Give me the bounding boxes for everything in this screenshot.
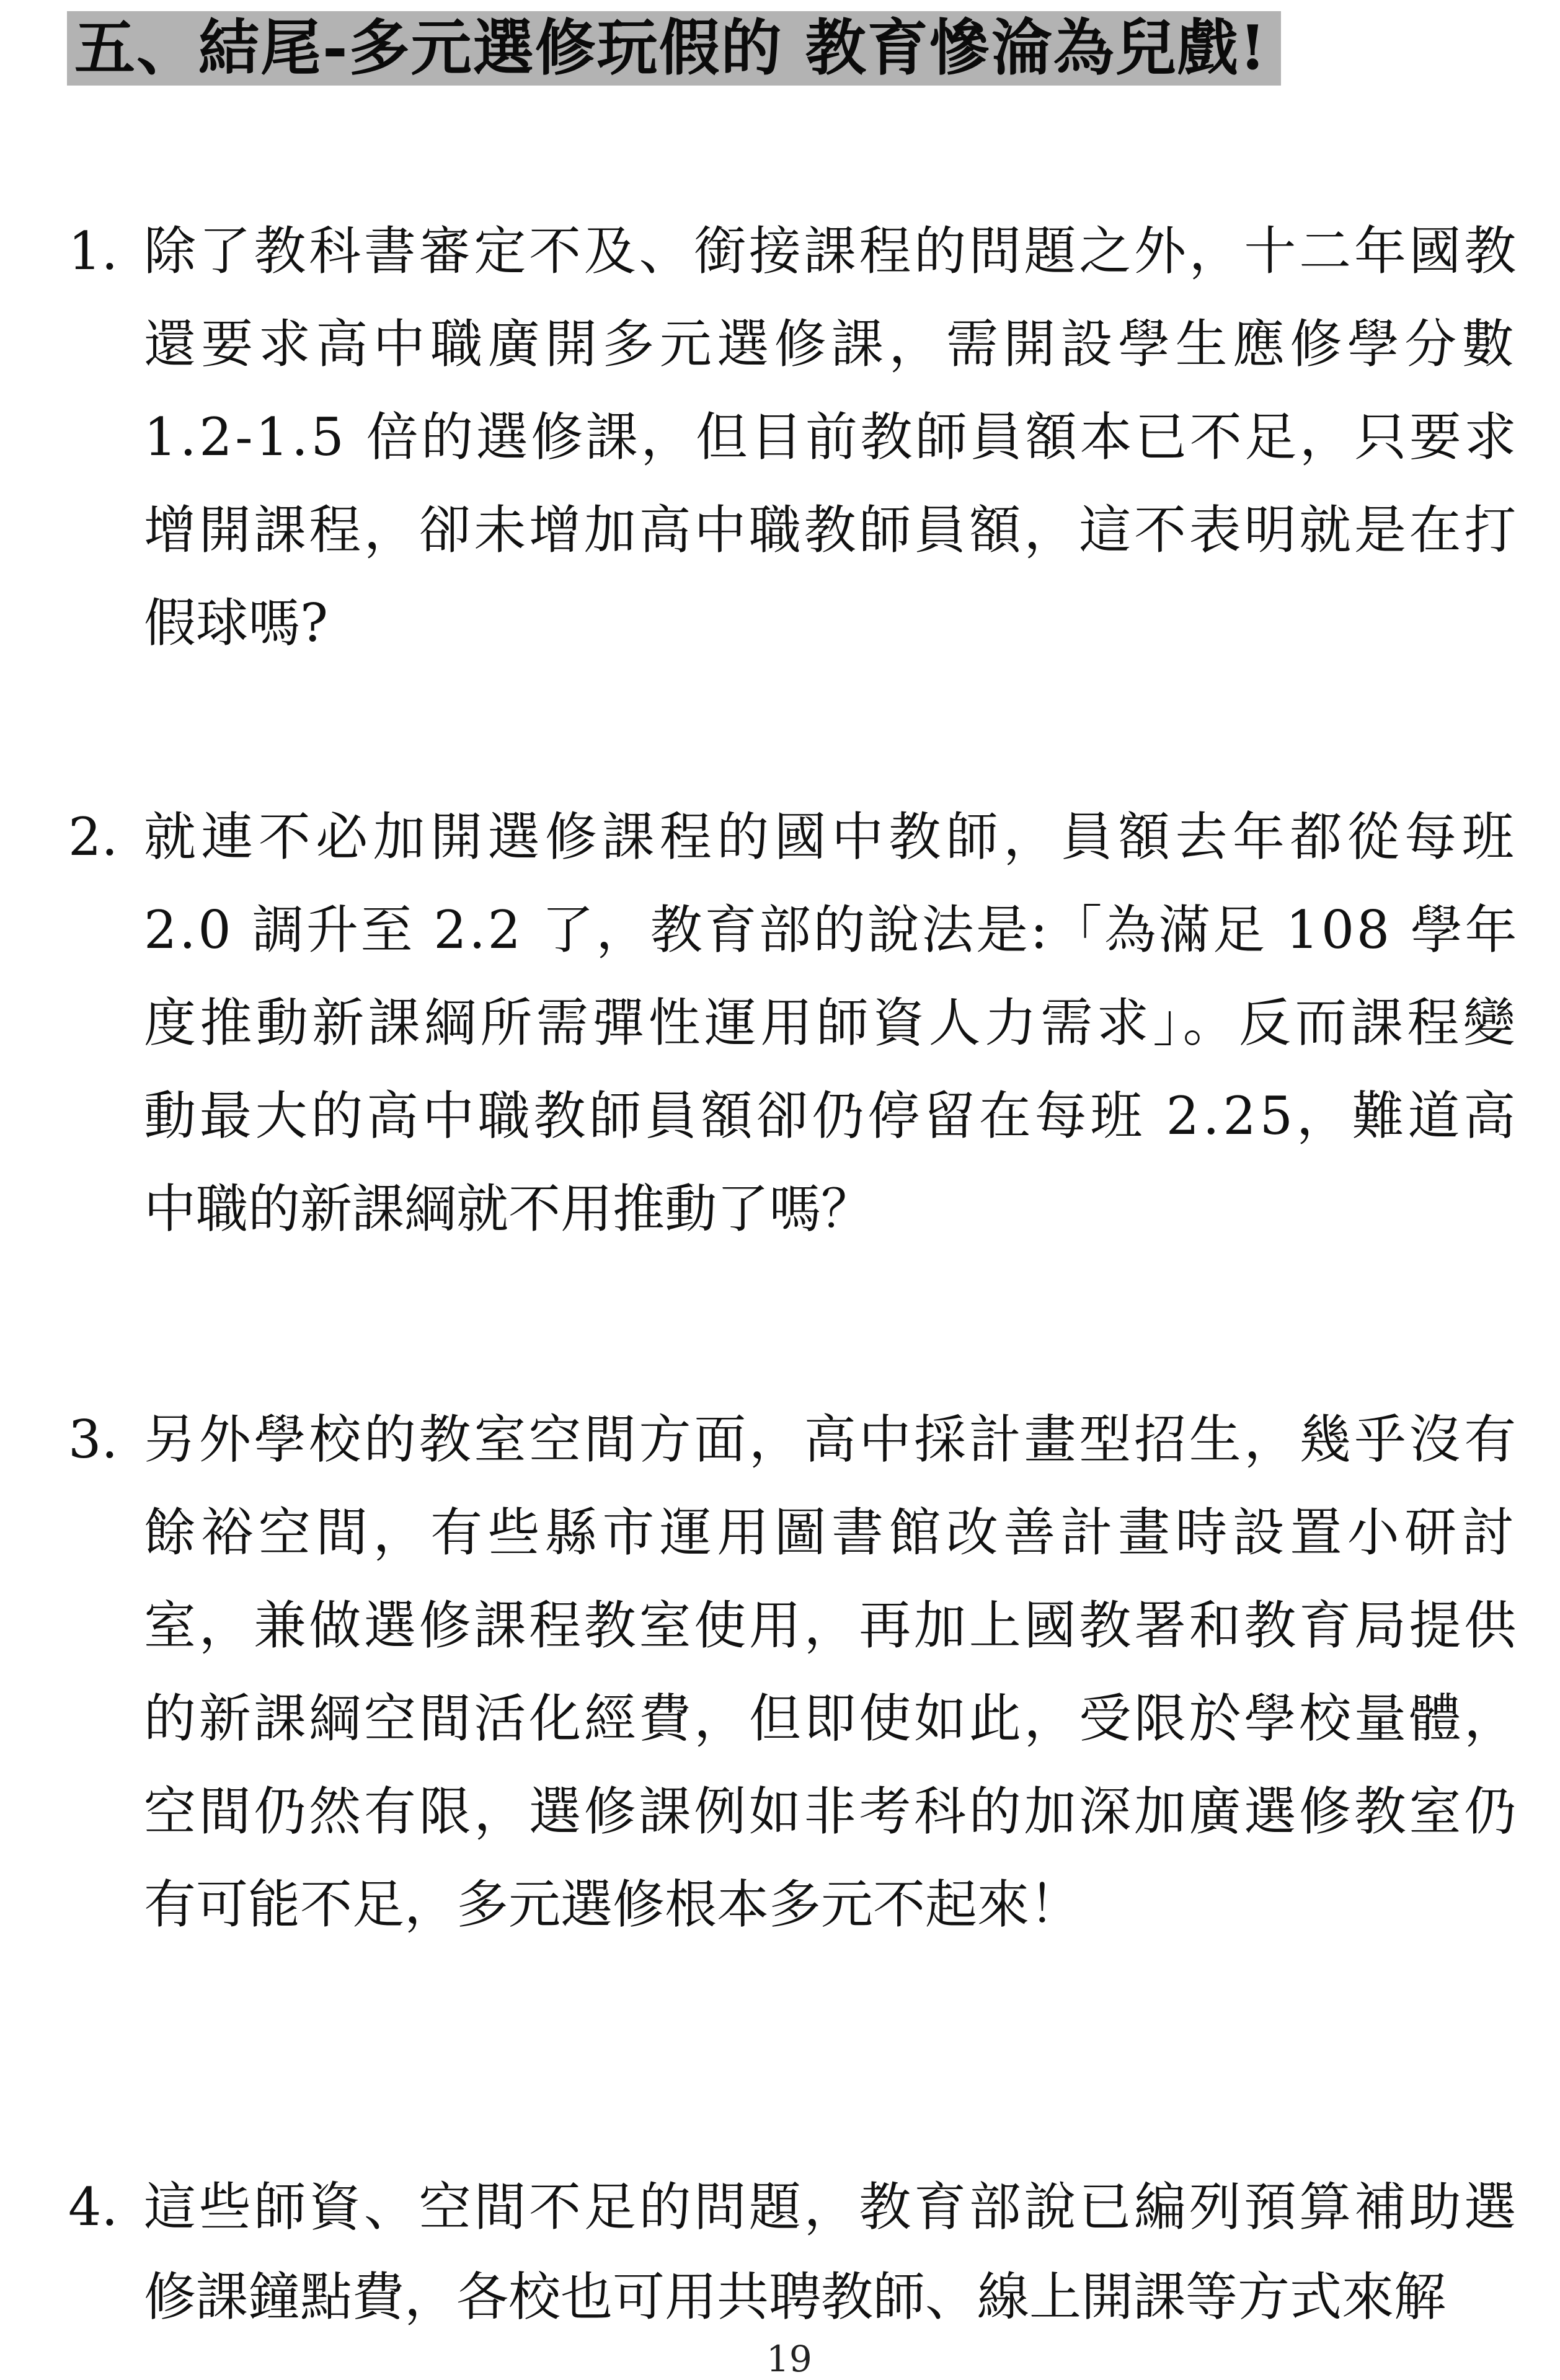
page-number: 19 [766,2338,812,2380]
item-line: 增開課程，卻未增加高中職教師員額，這不表明就是在打 [144,500,1519,560]
item-line: 修課鐘點費，各校也可用共聘教師、線上開課等方式來解 [144,2267,1447,2327]
item-line: 動最大的高中職教師員額卻仍停留在每班 2.25，難道高 [144,1086,1519,1146]
item-line: 餘裕空間，有些縣市運用圖書館改善計畫時設置小研討 [144,1502,1519,1563]
item-line: 有可能不足，多元選修根本多元不起來！ [144,1874,1082,1935]
item-number: 4. [68,2177,118,2237]
item-line: 這些師資、空間不足的問題，教育部說已編列預算補助選 [144,2177,1519,2237]
item-line: 空間仍然有限，選修課例如非考科的加深加廣選修教室仍 [144,1781,1519,1842]
section-heading [67,11,1281,86]
item-number: 1. [68,221,118,281]
item-line: 1.2-1.5 倍的選修課，但目前教師員額本已不足，只要求 [144,407,1519,467]
item-line: 另外學校的教室空間方面，高中採計畫型招生，幾乎沒有 [144,1409,1519,1470]
item-number: 3. [68,1409,118,1470]
item-line: 就連不必加開選修課程的國中教師，員額去年都從每班 [144,807,1519,867]
item-line: 假球嗎? [144,593,329,653]
item-line: 中職的新課綱就不用推動了嗎？ [144,1179,874,1239]
item-line: 的新課綱空間活化經費，但即使如此，受限於學校量體， [144,1688,1519,1749]
item-line: 除了教科書審定不及、銜接課程的問題之外，十二年國教 [144,221,1519,281]
item-line: 2.0 調升至 2.2 了，教育部的說法是:「為滿足 108 學年 [144,900,1519,960]
item-line: 還要求高中職廣開多元選修課，需開設學生應修學分數 [144,314,1519,374]
item-line: 度推動新課綱所需彈性運用師資人力需求」。反而課程變 [144,993,1519,1053]
item-number: 2. [68,807,118,867]
item-line: 室，兼做選修課程教室使用，再加上國教署和教育局提供 [144,1595,1519,1656]
section-heading-text: 五、結尾-多元選修玩假的 教育慘淪為兒戲! [74,12,1267,84]
